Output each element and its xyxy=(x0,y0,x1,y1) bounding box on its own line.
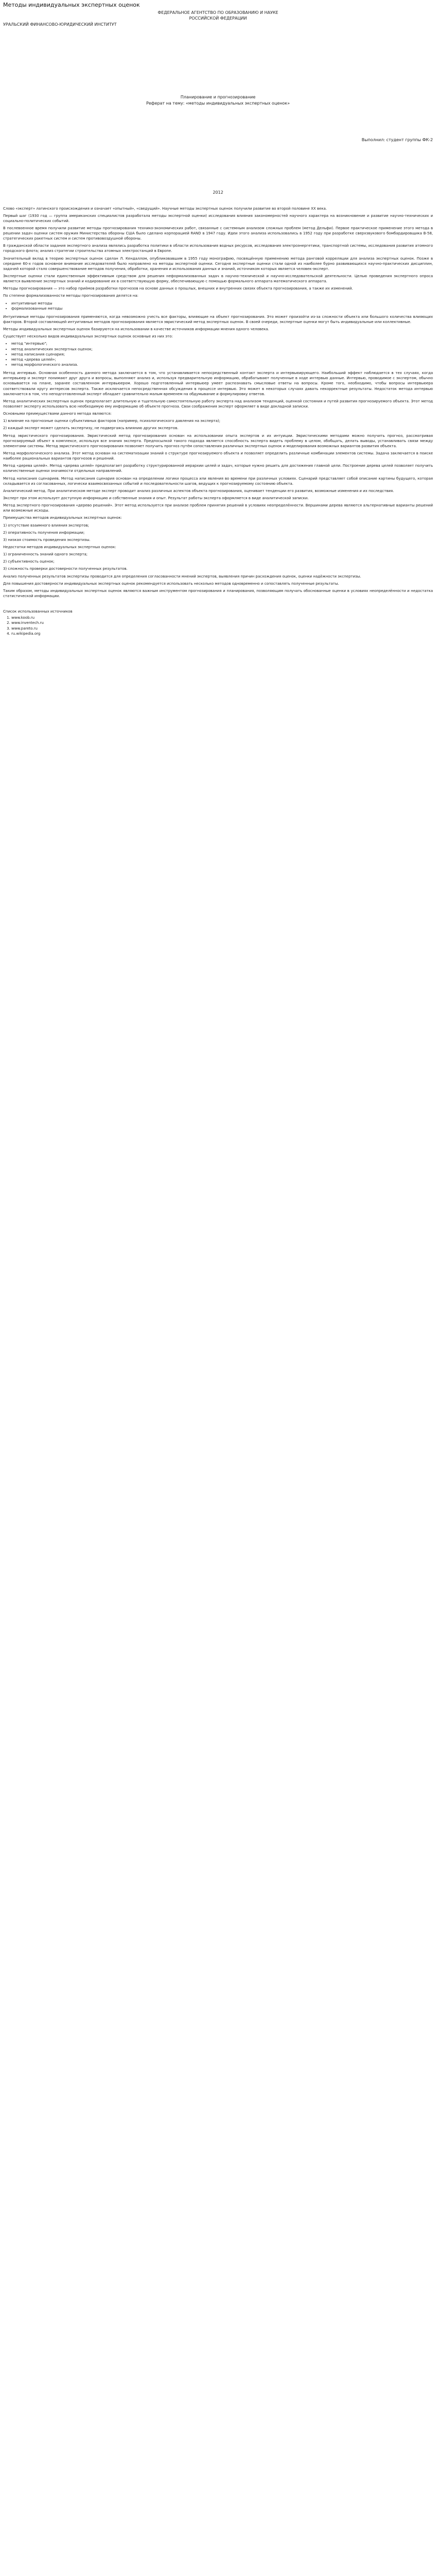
spacer xyxy=(3,143,433,190)
paragraph: Основными преимуществами данного метода являются: xyxy=(3,412,112,416)
paragraph: 2) каждый эксперт может сделать экспертизу, не подвергаясь влиянию других экспертов. xyxy=(3,426,179,431)
paragraph: Метод «дерева целей». Метод «дерева целей» предполагает разработку структурированной иерархии целей и задач, которые нужно решить для достижения главной цели. Построение дерева целей позволяет получить количественные оценки значимости отдельных направлений. xyxy=(3,464,433,473)
paragraph: Метод эвристического прогнозирования. Эвристический метод прогнозирования основан на использовании опыта экспертов и их интуиции. Эвристическими методами можно получить прогноз, рассматривая прогнозируемый объект в комплексе, используя все знания эксперта. Предпосылкой такого подхода является способность эксперта видеть проблему в целом, обобщать, делать выводы, устанавливать связи между элементами системы. Метод эвристического прогнозирования позволяет получить прогноз путём сопоставления различных экспертных оценок и моделирования возможных вариантов развития объекта. xyxy=(3,433,433,448)
paragraph: По степени формализованности методы прогнозирования делятся на: xyxy=(3,294,138,298)
sources-list xyxy=(3,615,433,636)
list-item: • формализованные методы xyxy=(11,306,433,311)
spacer xyxy=(3,196,433,206)
paragraph: Методы индивидуальных экспертных оценок базируются на использовании в качестве источников информации мнения одного человека. xyxy=(3,327,269,332)
header-agency: ФЕДЕРАЛЬНОЕ АГЕНТСТВО ПО ОБРАЗОВАНИЮ И НАУКЕ xyxy=(158,10,278,15)
paragraph: Недостатки методов индивидуальных экспертных оценок: xyxy=(3,545,116,549)
source-item: 1. www.koob.ru xyxy=(11,615,433,620)
list-item: • метод "интервью"; xyxy=(11,341,433,346)
paragraph: Значительный вклад в теорию экспертных оценок сделан Л. Кендаллом, опубликовавшим в 1955 году монографию, посвящённую применению метода ранговой корреляции для анализа экспертных оценок. Позже в середине 60-х годов основное внимание исследователей было направлено на методы экспертной оценки. Сегодня экспертные оценки стали одной из наиболее бурно развивающихся научно-практических дисциплин, задачей которой стало совершенствование методов получения, обработки, хранения и использования данных и знаний, источником которых является человек-эксперт. xyxy=(3,256,433,271)
list-item: • метод морфологического анализа. xyxy=(11,362,433,367)
topic-title: Реферат на тему: «методы индивидуальных экспертных оценок» xyxy=(146,100,290,106)
paragraph: Метод морфологического анализа. Этот метод основан на систематизации знаний о структуре прогнозируемого объекта и позволяет определить различные комбинации элементов системы. Задача заключается в поиске наиболее рациональных вариантов прогнозов и решений. xyxy=(3,451,433,461)
document-page xyxy=(0,0,436,647)
paragraph: Анализ полученных результатов экспертизы проводится для определения согласованности мнений экспертов, выявления причин расхождения оценок, оценки надёжности экспертизы. xyxy=(3,574,361,579)
paragraph: Метод аналитических экспертных оценок предполагает длительную и тщательную самостоятельную работу эксперта над анализом тенденций, оценкой состояния и путей развития прогнозируемого объекта. Этот метод позволяет эксперту использовать всю необходимую ему информацию об объекте прогноза. Свои соображения эксперт оформляет в виде докладной записки. xyxy=(3,399,433,409)
paragraph: 1) ограниченность знаний одного эксперта; xyxy=(3,552,88,557)
list-item: • метод «дерева целей»; xyxy=(11,357,433,362)
source-item: 4. ru.wikipedia.org xyxy=(11,631,433,636)
paragraph: Метод экспертного прогнозирования «дерево решений». Этот метод используется при анализе проблем принятия решений в условиях неопределённости. Вершинами дерева являются альтернативные варианты решений или возможные исходы. xyxy=(3,503,433,513)
paragraph: Экспертные оценки стали единственным эффективным средством для решения неформализованных задач в научно-технической и научно-исследовательской деятельности. Целью проведения экспертного опроса является выявление экспертных знаний и кодирование их в соответствующую форму, обеспечивающую с помощью формального аппарата математического аппарата. xyxy=(3,274,433,284)
paragraph: Первый шаг (1930 год — группа американских специалистов разработала методы экспертной оценки) исследования влияния закономерностей научного характера на возникновение и развитие научно-технических и социально-политических событий. xyxy=(3,213,433,223)
paragraph: Существует несколько видов индивидуальных экспертных оценок основные из них это: xyxy=(3,334,173,339)
source-item: 2. www.inventech.ru xyxy=(11,620,433,625)
paragraph: Для повышения достоверности индивидуальных экспертных оценок рекомендуется использовать несколько методов одновременно и сопоставлять полученные результаты. xyxy=(3,581,339,586)
page-title: Методы индивидуальных экспертных оценок xyxy=(3,2,140,8)
paragraph: Слово «эксперт» латинского происхождения и означает «опытный», «сведущий». Научные методы экспертных оценок получили развитие во второй половине XX века. xyxy=(3,206,327,211)
spacer xyxy=(3,106,433,137)
body-text xyxy=(3,206,433,599)
paragraph: 3) сложность проверки достоверности полученных результатов. xyxy=(3,567,128,571)
header-institute: УРАЛЬСКИЙ ФИНАНСОВО-ЮРИДИЧЕСКИЙ ИНСТИТУТ xyxy=(3,22,117,27)
paragraph: Эксперт при этом использует доступную информацию и собственные знания и опыт. Результат работы эксперта оформляется в виде аналитической записки. xyxy=(3,496,309,500)
spacer xyxy=(3,48,433,94)
subject-title: Планирование и прогнозирование xyxy=(180,95,256,100)
source-item: 3. www.pareto.ru xyxy=(11,626,433,631)
paragraph: Методы прогнозирования — это набор приёмов разработки прогнозов на основе данных о прошлых, внешних и внутренних связях объекта прогнозирования, а также их изменений. xyxy=(3,286,353,291)
sources-title: Список использованных источников xyxy=(3,609,73,614)
list-item: • метод написания сценария; xyxy=(11,352,433,357)
paragraph: Преимущества методов индивидуальных экспертных оценок: xyxy=(3,516,122,520)
paragraph: 2) субъективность оценок; xyxy=(3,560,55,564)
paragraph: Метод написания сценариев. Метод написания сценария основан на определении логики процесса или явления во времени при различных условиях. Сценарий представляет собой описание картины будущего, которая складывается из согласованных, логически взаимосвязанных событий и последовательности шагов, ведущих к прогнозируемому состоянию объекта. xyxy=(3,476,433,486)
paragraph: 1) отсутствие взаимного влияния экспертов; xyxy=(3,523,89,528)
methods-list xyxy=(3,341,433,367)
year: 2012 xyxy=(213,190,223,195)
paragraph: Метод интервью. Основная особенность данного метода заключается в том, что устанавливается непосредственный контакт эксперта и интервьюирующего. Наибольший эффект наблюдается в тех случаях, когда интервьюер и эксперт понимают друг друга и вопросы, выполняют анализ и, используя предварительную информацию, обрабатывают полученные в ходе интервью данные. Интервью, проводимое с экспертом, обычно основывается на плане, заранее составленном интервьюером. Хорошо подготовленный интервьюер умеет распознавать смысловые ответы на вопросы. Кроме того, необходимо, чтобы вопросы интервьюера соответствовали кругу интересов эксперта. Также исключается непосредственная обсуждения в процессе интервью. Это может в некоторых случаях давать некорректные результаты. Недостаток метода интервью заключается в том, что неподготовленный эксперт обладает сравнительно малым временем на обдумывание и формулировку ответов. xyxy=(3,371,433,396)
paragraph: Таким образом, методы индивидуальных экспертных оценок являются важным инструментом прогнозирования и планирования, позволяющим получать обоснованные оценки в условиях неопределённости и недостатка статистической информации. xyxy=(3,588,433,598)
header-country: РОССИЙСКОЙ ФЕДЕРАЦИИ xyxy=(189,15,247,21)
list-item: • метод аналитических экспертных оценок; xyxy=(11,347,433,352)
paragraph: Интуитивные методы прогнозирования применяются, когда невозможно учесть все факторы, влияющие на объект прогнозирования. Это может произойти из-за сложности объекта или большого количества влияющих факторов. Второй составляющей интуитивных методов прогнозирования является эвристический метод экспертных оценок. В своей очереди, экспертные оценки могут быть индивидуальные или коллективные. xyxy=(3,314,433,325)
paragraph: 3) низкая стоимость проведения экспертизы. xyxy=(3,537,91,542)
paragraph: 2) оперативность получения информации; xyxy=(3,530,85,535)
paragraph: Аналитический метод. При аналитическом методе эксперт проводит анализ различных аспектов объекта прогнозирования, оценивает тенденции его развития, возможные изменения и их последствия. xyxy=(3,488,394,493)
paragraph: 1) влияние на прогнозные оценки субъективных факторов (например, психологического давления на эксперта); xyxy=(3,419,221,423)
list-item: • интуитивные методы xyxy=(11,301,433,306)
formalization-list xyxy=(3,301,433,311)
author-line: Выполнил: студент группы ФК-2 xyxy=(361,138,433,143)
paragraph: В послевоенное время получили развитие методы прогнозирования технико-экономических работ, связанные с системным анализом сложных проблем (метод Дельфи). Первое практическое применение этого метода в решении задач оценки систем оружия Министерства обороны США было сделано корпорацией RAND в 1947 году. Идеи этого анализа использовались в 1952 году при разработке сверхзвукового бомбардировщика B-58, стратегических ракетных систем и систем противовоздушной обороны. xyxy=(3,226,433,241)
paragraph: В гражданской области задания экспертного анализа являлись разработка политики в области использования водных ресурсов, исследования электроэнергетики, транспортной системы, исследования развития атомного городского флота; анализ стратегии строительства атомных электростанций в Европе. xyxy=(3,244,433,253)
